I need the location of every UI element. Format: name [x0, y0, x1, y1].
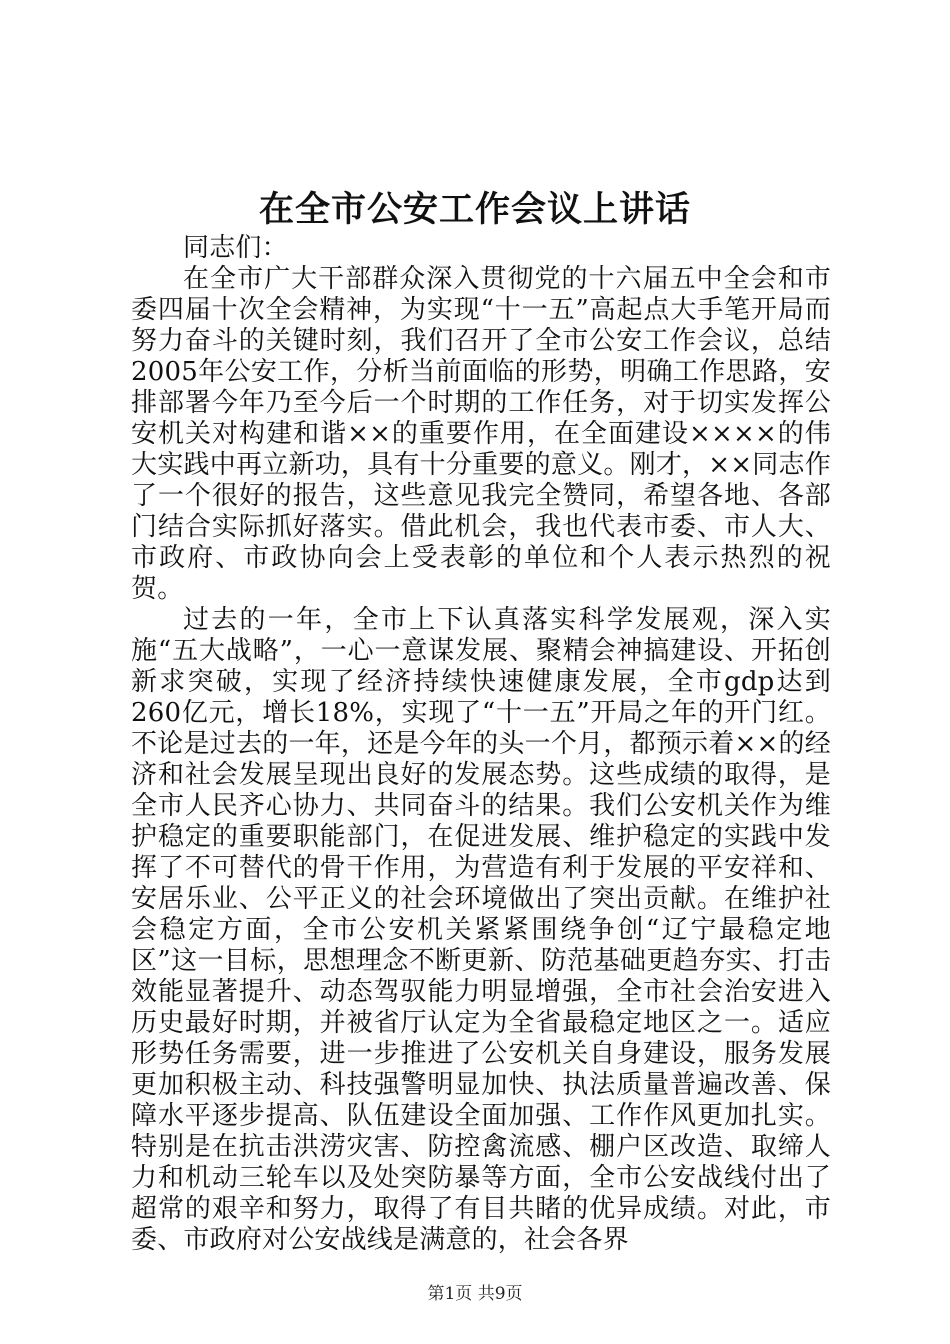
paragraph: 过去的一年，全市上下认真落实科学发展观，深入实施“五大战略”，一心一意谋发展、聚精会神搞建设、开拓创新求突破，实现了经济持续快速健康发展，全市gdp达到260亿元，增长18%，实现了“十一五”开局之年的开门红。不论是过去的一年，还是今年的头一个月，都预示着××的经济和社会发展呈现出良好的发展态势。这些成绩的取得，是全市人民齐心协力、共同奋斗的结果。我们公安机关作为维护稳定的重要职能部门，在促进发展、维护稳定的实践中发挥了不可替代的骨干作用，为营造有利于发展的平安祥和、安居乐业、公平正义的社会环境做出了突出贡献。在维护社会稳定方面，全市公安机关紧紧围绕争创“辽宁最稳定地区”这一目标，思想理念不断更新、防范基础更趋夯实、打击效能显著提升、动态驾驭能力明显增强，全市社会治安进入历史最好时期，并被省厅认定为全省最稳定地区之一。适应形势任务需要，进一步推进了公安机关自身建设，服务发展更加积极主动、科技强警明显加快、执法质量普遍改善、保障水平逐步提高、队伍建设全面加强、工作作风更加扎实。特别是在抗击洪涝灾害、防控禽流感、棚户区改造、取缔人力和机动三轮车以及处突防暴等方面，全市公安战线付出了超常的艰辛和努力，取得了有目共睹的优异成绩。对此，市委、市政府对公安战线是满意的，社会各界: [131, 605, 831, 1255]
page-footer: 第1页 共9页: [427, 1284, 523, 1304]
document-title: 在全市公安工作会议上讲话: [258, 189, 691, 230]
document-body: [131, 233, 831, 1256]
paragraph: 在全市广大干部群众深入贯彻党的十六届五中全会和市委四届十次全会精神，为实现“十一五”高起点大手笔开局而努力奋斗的关键时刻，我们召开了全市公安工作会议，总结2005年公安工作，分析当前面临的形势，明确工作思路，安排部署今年乃至今后一个时期的工作任务，对于切实发挥公安机关对构建和谐××的重要作用，在全面建设××××的伟大实践中再立新功，具有十分重要的意义。刚才，××同志作了一个很好的报告，这些意见我完全赞同，希望各地、各部门结合实际抓好落实。借此机会，我也代表市委、市人大、市政府、市政协向会上受表彰的单位和个人表示热烈的祝贺。: [131, 264, 831, 604]
salutation: 同志们：: [183, 233, 288, 263]
